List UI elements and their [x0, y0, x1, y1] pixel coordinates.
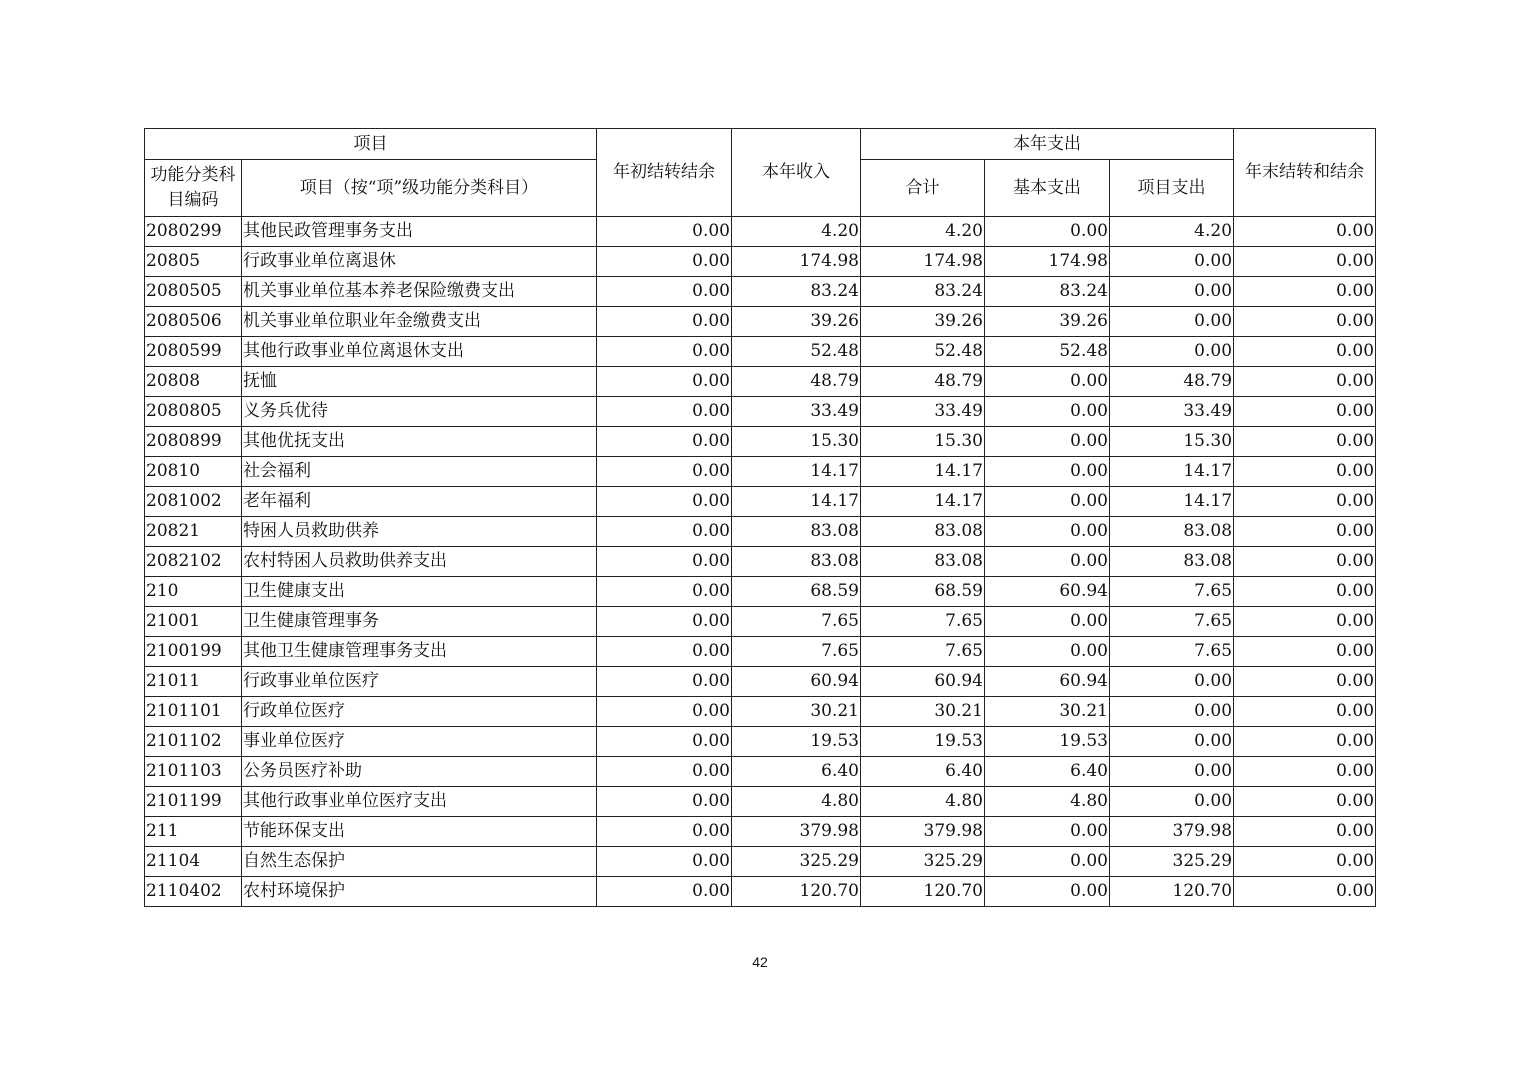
cell-total: 83.24 [861, 277, 985, 307]
cell-opening-balance: 0.00 [597, 247, 732, 277]
cell-income: 83.08 [732, 517, 861, 547]
cell-opening-balance: 0.00 [597, 457, 732, 487]
cell-code: 2110402 [145, 877, 242, 907]
cell-code: 2080505 [145, 277, 242, 307]
cell-name: 公务员医疗补助 [242, 757, 597, 787]
table-row [145, 697, 1376, 727]
cell-total: 379.98 [861, 817, 985, 847]
cell-code: 2081002 [145, 487, 242, 517]
cell-basic: 0.00 [985, 517, 1110, 547]
cell-closing-balance: 0.00 [1234, 427, 1376, 457]
table-row [145, 247, 1376, 277]
table-row [145, 307, 1376, 337]
cell-total: 6.40 [861, 757, 985, 787]
cell-code: 2101103 [145, 757, 242, 787]
table-row [145, 217, 1376, 247]
cell-code: 2080299 [145, 217, 242, 247]
cell-project: 0.00 [1110, 337, 1234, 367]
cell-name: 其他行政事业单位医疗支出 [242, 787, 597, 817]
cell-income: 4.20 [732, 217, 861, 247]
cell-code: 2080506 [145, 307, 242, 337]
table-row [145, 727, 1376, 757]
cell-total: 4.20 [861, 217, 985, 247]
cell-code: 20821 [145, 517, 242, 547]
cell-basic: 0.00 [985, 217, 1110, 247]
table-row [145, 517, 1376, 547]
cell-basic: 52.48 [985, 337, 1110, 367]
cell-total: 14.17 [861, 487, 985, 517]
cell-income: 14.17 [732, 457, 861, 487]
cell-name: 行政事业单位医疗 [242, 667, 597, 697]
cell-total: 14.17 [861, 457, 985, 487]
cell-total: 39.26 [861, 307, 985, 337]
table-header [145, 129, 1376, 217]
cell-basic: 0.00 [985, 817, 1110, 847]
cell-name: 机关事业单位基本养老保险缴费支出 [242, 277, 597, 307]
cell-code: 21011 [145, 667, 242, 697]
cell-total: 52.48 [861, 337, 985, 367]
cell-income: 7.65 [732, 607, 861, 637]
cell-name: 其他民政管理事务支出 [242, 217, 597, 247]
cell-income: 379.98 [732, 817, 861, 847]
cell-closing-balance: 0.00 [1234, 247, 1376, 277]
cell-total: 4.80 [861, 787, 985, 817]
cell-basic: 83.24 [985, 277, 1110, 307]
table-row [145, 577, 1376, 607]
cell-basic: 0.00 [985, 877, 1110, 907]
cell-project: 325.29 [1110, 847, 1234, 877]
table-row [145, 397, 1376, 427]
cell-code: 2100199 [145, 637, 242, 667]
cell-code: 211 [145, 817, 242, 847]
header-total: 合计 [861, 160, 985, 217]
cell-opening-balance: 0.00 [597, 217, 732, 247]
cell-opening-balance: 0.00 [597, 487, 732, 517]
table-row [145, 637, 1376, 667]
cell-total: 19.53 [861, 727, 985, 757]
cell-basic: 19.53 [985, 727, 1110, 757]
cell-opening-balance: 0.00 [597, 577, 732, 607]
cell-income: 7.65 [732, 637, 861, 667]
table-row [145, 847, 1376, 877]
cell-code: 2082102 [145, 547, 242, 577]
cell-income: 120.70 [732, 877, 861, 907]
cell-closing-balance: 0.00 [1234, 847, 1376, 877]
cell-code: 20810 [145, 457, 242, 487]
cell-total: 15.30 [861, 427, 985, 457]
cell-project: 0.00 [1110, 277, 1234, 307]
cell-name: 自然生态保护 [242, 847, 597, 877]
cell-income: 83.24 [732, 277, 861, 307]
cell-income: 30.21 [732, 697, 861, 727]
header-basic: 基本支出 [985, 160, 1110, 217]
table-row [145, 427, 1376, 457]
cell-opening-balance: 0.00 [597, 367, 732, 397]
table-row [145, 457, 1376, 487]
cell-code: 20805 [145, 247, 242, 277]
cell-basic: 6.40 [985, 757, 1110, 787]
cell-name: 义务兵优待 [242, 397, 597, 427]
cell-opening-balance: 0.00 [597, 727, 732, 757]
cell-total: 83.08 [861, 547, 985, 577]
cell-project: 120.70 [1110, 877, 1234, 907]
cell-project: 4.20 [1110, 217, 1234, 247]
table-body [145, 217, 1376, 907]
cell-name: 其他行政事业单位离退休支出 [242, 337, 597, 367]
cell-closing-balance: 0.00 [1234, 307, 1376, 337]
cell-income: 60.94 [732, 667, 861, 697]
cell-opening-balance: 0.00 [597, 397, 732, 427]
cell-opening-balance: 0.00 [597, 517, 732, 547]
cell-project: 0.00 [1110, 247, 1234, 277]
cell-project: 83.08 [1110, 547, 1234, 577]
cell-income: 52.48 [732, 337, 861, 367]
cell-opening-balance: 0.00 [597, 757, 732, 787]
cell-name: 卫生健康管理事务 [242, 607, 597, 637]
cell-opening-balance: 0.00 [597, 337, 732, 367]
cell-closing-balance: 0.00 [1234, 547, 1376, 577]
cell-project: 83.08 [1110, 517, 1234, 547]
cell-closing-balance: 0.00 [1234, 637, 1376, 667]
cell-opening-balance: 0.00 [597, 877, 732, 907]
cell-closing-balance: 0.00 [1234, 517, 1376, 547]
cell-income: 15.30 [732, 427, 861, 457]
cell-opening-balance: 0.00 [597, 607, 732, 637]
cell-code: 2101199 [145, 787, 242, 817]
cell-project: 379.98 [1110, 817, 1234, 847]
cell-closing-balance: 0.00 [1234, 727, 1376, 757]
header-name: 项目（按“项”级功能分类科目） [242, 160, 597, 217]
header-opening-balance: 年初结转结余 [597, 129, 732, 217]
cell-name: 节能环保支出 [242, 817, 597, 847]
cell-total: 83.08 [861, 517, 985, 547]
cell-closing-balance: 0.00 [1234, 457, 1376, 487]
cell-opening-balance: 0.00 [597, 637, 732, 667]
cell-name: 行政事业单位离退休 [242, 247, 597, 277]
cell-name: 其他优抚支出 [242, 427, 597, 457]
cell-closing-balance: 0.00 [1234, 217, 1376, 247]
cell-name: 其他卫生健康管理事务支出 [242, 637, 597, 667]
cell-closing-balance: 0.00 [1234, 877, 1376, 907]
cell-opening-balance: 0.00 [597, 307, 732, 337]
cell-basic: 0.00 [985, 427, 1110, 457]
cell-closing-balance: 0.00 [1234, 487, 1376, 517]
table-row [145, 487, 1376, 517]
budget-table [144, 128, 1376, 907]
table-row [145, 817, 1376, 847]
cell-opening-balance: 0.00 [597, 427, 732, 457]
cell-basic: 0.00 [985, 487, 1110, 517]
cell-income: 325.29 [732, 847, 861, 877]
cell-basic: 0.00 [985, 457, 1110, 487]
cell-basic: 30.21 [985, 697, 1110, 727]
cell-income: 174.98 [732, 247, 861, 277]
cell-project: 14.17 [1110, 487, 1234, 517]
cell-name: 行政单位医疗 [242, 697, 597, 727]
cell-income: 48.79 [732, 367, 861, 397]
cell-income: 6.40 [732, 757, 861, 787]
table-row [145, 757, 1376, 787]
page-number: 42 [752, 954, 768, 970]
cell-closing-balance: 0.00 [1234, 787, 1376, 817]
cell-income: 19.53 [732, 727, 861, 757]
cell-code: 2080805 [145, 397, 242, 427]
cell-income: 14.17 [732, 487, 861, 517]
cell-code: 2101101 [145, 697, 242, 727]
cell-name: 抚恤 [242, 367, 597, 397]
cell-name: 农村环境保护 [242, 877, 597, 907]
cell-project: 0.00 [1110, 307, 1234, 337]
cell-project: 0.00 [1110, 757, 1234, 787]
cell-opening-balance: 0.00 [597, 547, 732, 577]
cell-total: 120.70 [861, 877, 985, 907]
cell-basic: 39.26 [985, 307, 1110, 337]
cell-income: 39.26 [732, 307, 861, 337]
cell-code: 20808 [145, 367, 242, 397]
cell-opening-balance: 0.00 [597, 787, 732, 817]
table-row [145, 547, 1376, 577]
cell-project: 33.49 [1110, 397, 1234, 427]
cell-closing-balance: 0.00 [1234, 667, 1376, 697]
header-income: 本年收入 [732, 129, 861, 217]
header-project-group: 项目 [145, 129, 597, 160]
cell-project: 15.30 [1110, 427, 1234, 457]
cell-basic: 60.94 [985, 667, 1110, 697]
header-project: 项目支出 [1110, 160, 1234, 217]
cell-name: 机关事业单位职业年金缴费支出 [242, 307, 597, 337]
cell-basic: 60.94 [985, 577, 1110, 607]
cell-closing-balance: 0.00 [1234, 697, 1376, 727]
cell-closing-balance: 0.00 [1234, 577, 1376, 607]
cell-project: 7.65 [1110, 607, 1234, 637]
cell-income: 4.80 [732, 787, 861, 817]
cell-project: 0.00 [1110, 667, 1234, 697]
header-expenditure-group: 本年支出 [861, 129, 1234, 160]
cell-total: 325.29 [861, 847, 985, 877]
cell-project: 14.17 [1110, 457, 1234, 487]
table-row [145, 277, 1376, 307]
cell-project: 0.00 [1110, 727, 1234, 757]
cell-code: 21104 [145, 847, 242, 877]
cell-opening-balance: 0.00 [597, 277, 732, 307]
cell-project: 7.65 [1110, 637, 1234, 667]
cell-basic: 0.00 [985, 607, 1110, 637]
table-row [145, 337, 1376, 367]
cell-opening-balance: 0.00 [597, 847, 732, 877]
cell-project: 0.00 [1110, 697, 1234, 727]
header-code: 功能分类科目编码 [145, 160, 242, 217]
cell-total: 33.49 [861, 397, 985, 427]
cell-total: 48.79 [861, 367, 985, 397]
cell-code: 21001 [145, 607, 242, 637]
table-row [145, 877, 1376, 907]
cell-name: 特困人员救助供养 [242, 517, 597, 547]
cell-closing-balance: 0.00 [1234, 607, 1376, 637]
cell-total: 7.65 [861, 607, 985, 637]
cell-closing-balance: 0.00 [1234, 277, 1376, 307]
cell-code: 2080599 [145, 337, 242, 367]
cell-opening-balance: 0.00 [597, 697, 732, 727]
cell-basic: 174.98 [985, 247, 1110, 277]
cell-total: 60.94 [861, 667, 985, 697]
cell-closing-balance: 0.00 [1234, 367, 1376, 397]
cell-closing-balance: 0.00 [1234, 817, 1376, 847]
cell-total: 174.98 [861, 247, 985, 277]
cell-basic: 0.00 [985, 547, 1110, 577]
cell-basic: 4.80 [985, 787, 1110, 817]
cell-code: 210 [145, 577, 242, 607]
cell-project: 0.00 [1110, 787, 1234, 817]
cell-closing-balance: 0.00 [1234, 757, 1376, 787]
cell-income: 68.59 [732, 577, 861, 607]
cell-closing-balance: 0.00 [1234, 397, 1376, 427]
cell-name: 卫生健康支出 [242, 577, 597, 607]
cell-income: 83.08 [732, 547, 861, 577]
cell-total: 68.59 [861, 577, 985, 607]
table-row [145, 667, 1376, 697]
cell-basic: 0.00 [985, 397, 1110, 427]
table-row [145, 607, 1376, 637]
cell-project: 7.65 [1110, 577, 1234, 607]
cell-total: 30.21 [861, 697, 985, 727]
cell-basic: 0.00 [985, 847, 1110, 877]
cell-closing-balance: 0.00 [1234, 337, 1376, 367]
cell-opening-balance: 0.00 [597, 667, 732, 697]
cell-name: 农村特困人员救助供养支出 [242, 547, 597, 577]
cell-code: 2101102 [145, 727, 242, 757]
cell-name: 老年福利 [242, 487, 597, 517]
cell-income: 33.49 [732, 397, 861, 427]
cell-name: 事业单位医疗 [242, 727, 597, 757]
cell-basic: 0.00 [985, 637, 1110, 667]
cell-opening-balance: 0.00 [597, 817, 732, 847]
cell-name: 社会福利 [242, 457, 597, 487]
cell-code: 2080899 [145, 427, 242, 457]
cell-project: 48.79 [1110, 367, 1234, 397]
cell-total: 7.65 [861, 637, 985, 667]
cell-basic: 0.00 [985, 367, 1110, 397]
table-row [145, 787, 1376, 817]
header-closing-balance: 年末结转和结余 [1234, 129, 1376, 217]
table-row [145, 367, 1376, 397]
